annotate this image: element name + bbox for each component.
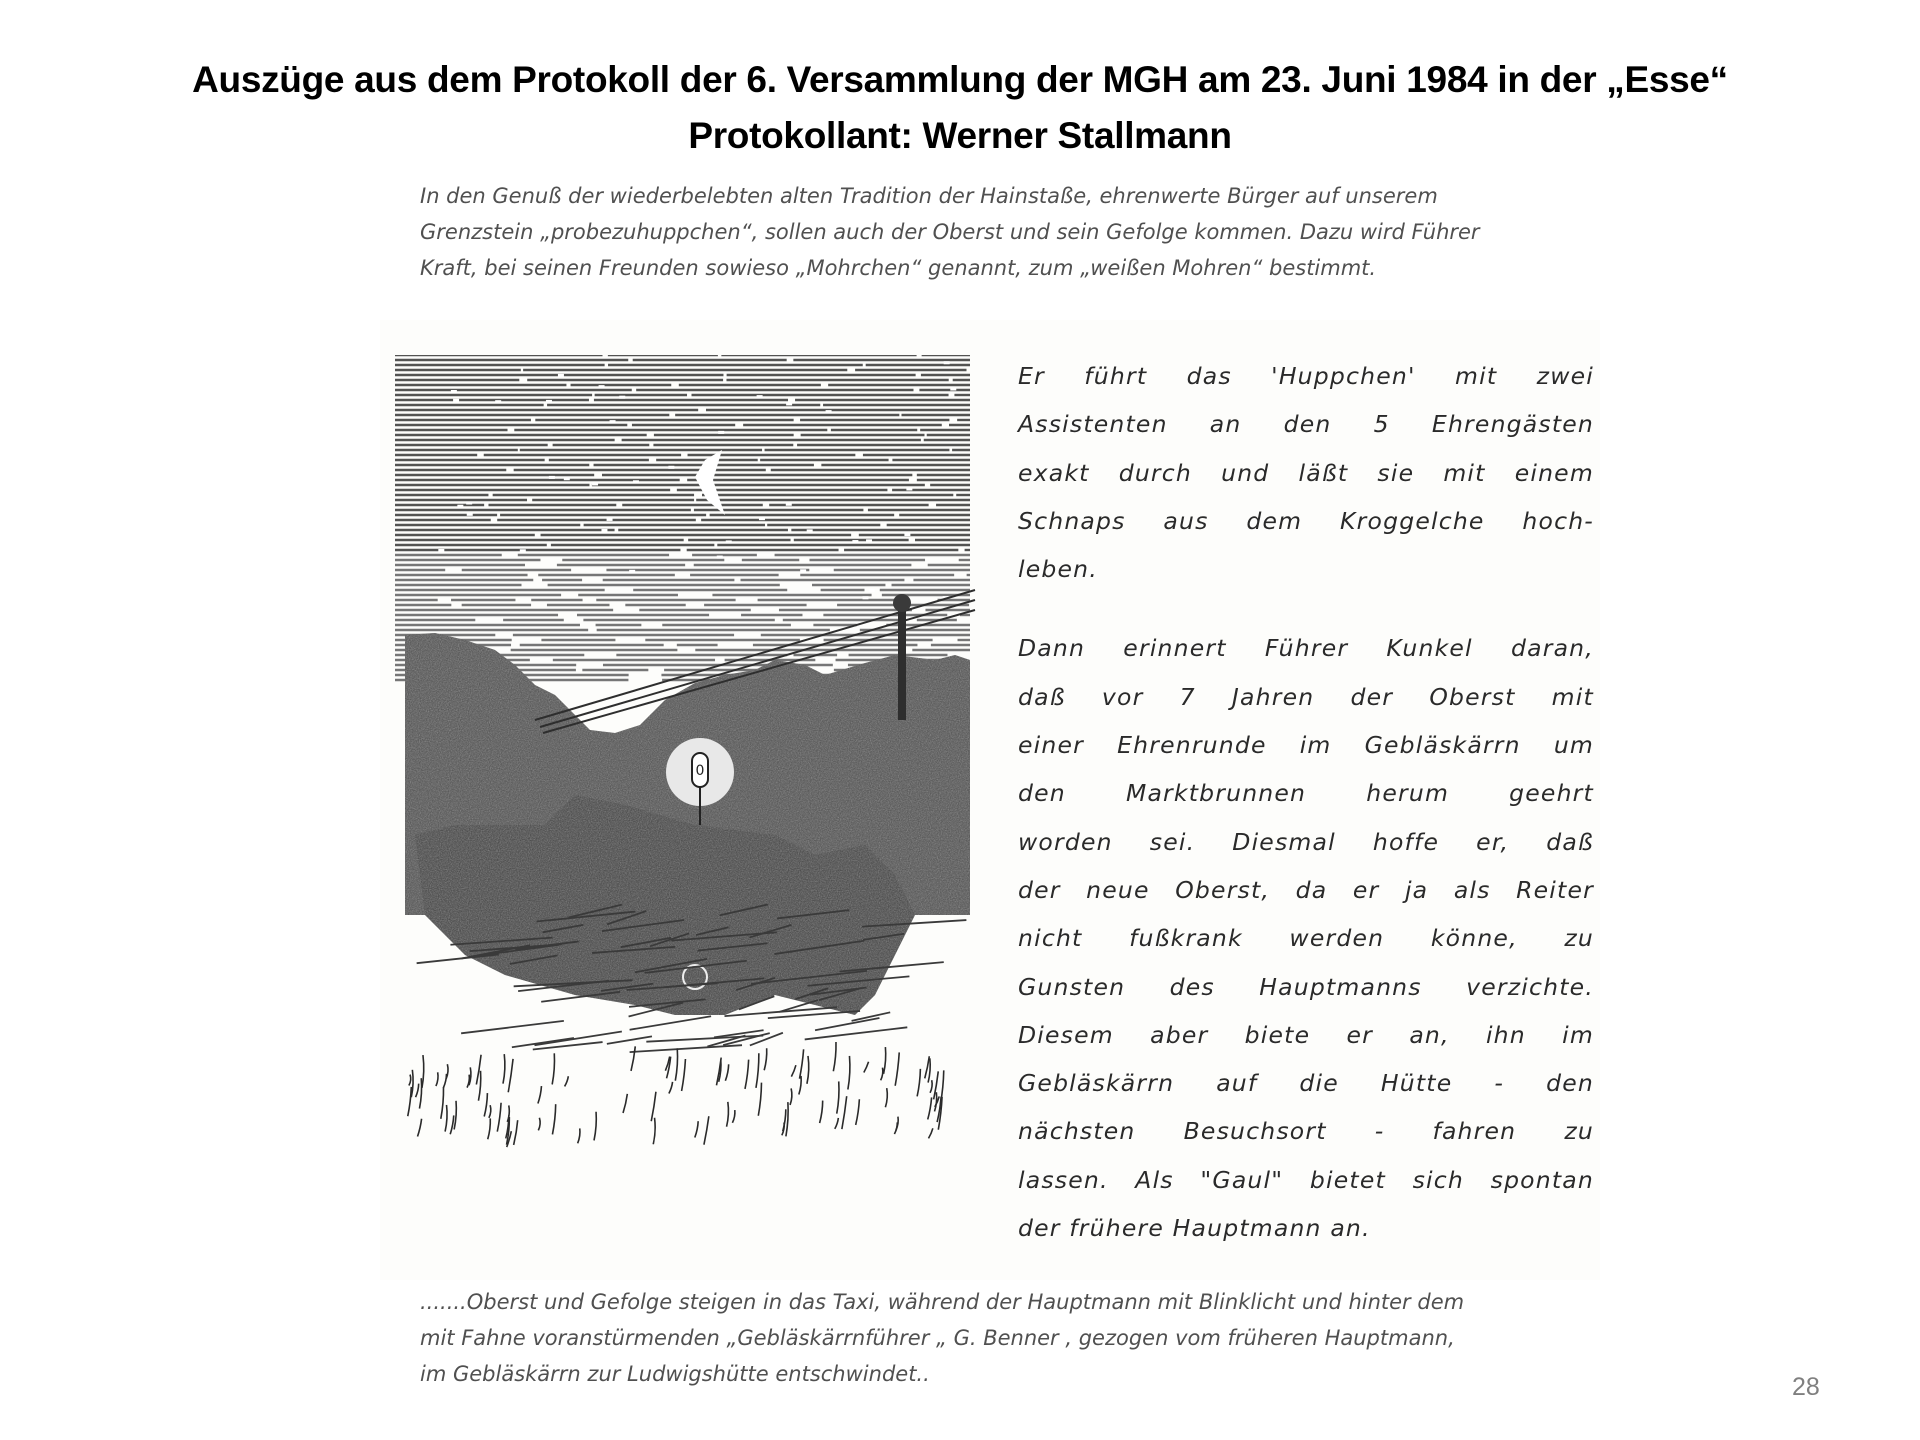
scanned-word: die — [1299, 1069, 1339, 1098]
scanned-word: aus — [1163, 506, 1209, 535]
scanned-word: sei. — [1149, 827, 1196, 856]
scanned-word: sie — [1377, 458, 1415, 487]
star — [607, 518, 613, 521]
star — [786, 503, 792, 506]
grass-stroke — [820, 1101, 823, 1123]
slide-title-line-1: Auszüge aus dem Protokoll der 6. Versammlung der MGH am 23. Juni 1984 in der „Esse“ — [192, 59, 1728, 100]
grass-stroke — [895, 1052, 899, 1085]
grass-stroke — [764, 1048, 767, 1070]
scanned-word: der — [1018, 875, 1061, 904]
ground-hatch-line — [815, 1018, 879, 1030]
scanned-word: den — [1546, 1069, 1594, 1098]
scanned-word: 'Huppchen' — [1271, 362, 1416, 390]
grass-stroke — [538, 1118, 540, 1131]
grass-stroke — [508, 1059, 513, 1092]
scanned-word: daß — [1546, 827, 1594, 856]
street-sign-letter: 0 — [695, 763, 705, 779]
grass-stroke — [631, 1046, 635, 1071]
grass-stroke — [732, 1110, 734, 1123]
scanned-word: läßt — [1298, 458, 1349, 487]
scanned-line — [1018, 545, 1594, 593]
scanned-word: der — [1350, 682, 1394, 711]
scanned-line — [1018, 818, 1594, 866]
grass-stroke — [928, 1097, 932, 1119]
star — [564, 477, 570, 480]
scanned-line — [1018, 914, 1594, 962]
grass-stroke — [848, 1056, 850, 1090]
scanned-word: Kroggelche — [1340, 506, 1485, 535]
grass-stroke — [745, 1060, 749, 1089]
scanned-word: bietet — [1309, 1165, 1386, 1194]
grass-stroke — [411, 1070, 413, 1097]
closing-line: im Gebläskärrn zur Ludwigshütte entschwindet.. — [420, 1362, 930, 1386]
grass-stroke — [727, 1102, 729, 1127]
scanned-word: führt — [1084, 362, 1148, 390]
grass-stroke — [484, 1093, 487, 1116]
scanned-word: Gunsten — [1018, 972, 1126, 1001]
scanned-line — [1018, 352, 1594, 400]
closing-paragraph — [420, 1284, 1660, 1392]
intro-line: In den Genuß der wiederbelebten alten Tradition der Hainstaße, ehrenwerte Bürger auf unserem — [420, 184, 1438, 208]
scanned-word: auf — [1216, 1069, 1258, 1098]
scanned-word: zu — [1564, 924, 1594, 953]
intro-line: Kraft, bei seinen Freunden sowieso „Mohrchen“ genannt, zum „weißen Mohren“ bestimmt. — [420, 256, 1377, 280]
grass-stroke — [704, 1116, 709, 1144]
grass-stroke — [467, 1075, 469, 1088]
star — [904, 533, 910, 536]
scanned-word: Ehrengästen — [1431, 410, 1594, 439]
scanned-word: werden — [1289, 924, 1385, 953]
scanned-word: vor — [1101, 682, 1144, 711]
scanned-line — [1018, 769, 1594, 817]
scanned-word: Führer — [1264, 634, 1349, 663]
grass-stroke — [441, 1087, 444, 1119]
grass-stroke — [786, 1102, 788, 1136]
intro-paragraph — [420, 178, 1660, 286]
grass-stroke — [408, 1087, 412, 1116]
scanned-word: Jahren — [1231, 682, 1315, 711]
grass-stroke — [503, 1054, 505, 1083]
star — [546, 400, 552, 403]
grass-stroke — [928, 1128, 932, 1138]
scanned-word: Reiter — [1516, 875, 1594, 904]
scanned-word: mit — [1551, 682, 1594, 711]
grass-stroke — [925, 1056, 930, 1078]
slide-title-line-2: Protokollant: Werner Stallmann — [688, 115, 1232, 156]
star — [866, 539, 872, 542]
scanned-line — [1018, 721, 1594, 769]
grass-stroke — [497, 1103, 501, 1132]
scanned-line — [1018, 963, 1594, 1011]
star — [726, 540, 732, 543]
scanned-word: sich — [1412, 1165, 1464, 1194]
grass-stroke — [917, 1069, 920, 1097]
star — [869, 589, 875, 592]
grass-stroke — [695, 1121, 698, 1137]
scanned-line-text: der frühere Hauptmann an. — [1018, 1214, 1371, 1243]
star — [453, 399, 459, 402]
grass-stroke — [489, 1105, 491, 1118]
scanned-word: Gebläskärrn — [1364, 731, 1521, 760]
scanned-word: worden — [1018, 827, 1113, 856]
scanned-paragraph-1 — [1018, 352, 1594, 593]
grass-stroke — [488, 1118, 491, 1139]
night-scene-illustration — [395, 355, 1005, 1205]
grass-stroke — [653, 1118, 655, 1144]
scanned-word: - — [1494, 1069, 1505, 1098]
scanned-word: im — [1299, 731, 1332, 760]
scanned-word: Er — [1018, 362, 1045, 390]
scanned-line — [1018, 497, 1594, 545]
grass-stroke — [930, 1080, 932, 1093]
scanned-line — [1018, 1204, 1594, 1252]
star — [558, 374, 564, 377]
grass-strokes — [408, 1042, 944, 1147]
scanned-word: an, — [1409, 1020, 1450, 1049]
scanned-typewriter-text — [1018, 352, 1594, 1283]
star — [601, 529, 607, 532]
scanned-word: verzichte. — [1466, 972, 1594, 1001]
grass-stroke — [454, 1101, 456, 1130]
scanned-word: Gebläskärrn — [1018, 1069, 1175, 1098]
scanned-word: Schnaps — [1018, 506, 1126, 535]
scanned-word: Hütte — [1380, 1069, 1453, 1098]
ground-hatch-line — [461, 1021, 564, 1033]
scanned-word: Kunkel — [1386, 634, 1473, 663]
star — [863, 596, 869, 599]
scanned-word: an — [1209, 410, 1242, 439]
closing-line: .......Oberst und Gefolge steigen in das Taxi, während der Hauptmann mit Blinklicht und hinter dem — [420, 1290, 1465, 1314]
page-number: 28 — [1792, 1373, 1820, 1401]
scanned-word: er, — [1476, 827, 1510, 856]
star — [466, 501, 472, 504]
scanned-word: um — [1553, 731, 1594, 760]
scanned-line — [1018, 624, 1594, 672]
scanned-word: geehrt — [1509, 779, 1594, 808]
scanned-word: Marktbrunnen — [1125, 779, 1307, 808]
grass-stroke — [758, 1083, 761, 1116]
slide-title — [0, 52, 1920, 164]
grass-stroke — [409, 1075, 411, 1086]
utility-pole — [898, 600, 906, 720]
scanned-word: fußkrank — [1129, 924, 1243, 953]
star — [599, 385, 605, 388]
scanned-word: im — [1562, 1020, 1594, 1049]
star — [759, 517, 765, 520]
grass-stroke — [552, 1104, 555, 1134]
grass-stroke — [791, 1065, 796, 1076]
scanned-word: dem — [1246, 506, 1303, 535]
scanned-word: daran, — [1511, 634, 1594, 663]
grass-stroke — [864, 1062, 869, 1073]
grass-stroke — [835, 1118, 839, 1129]
scanned-line — [1018, 1011, 1594, 1059]
grass-stroke — [443, 1074, 446, 1088]
scanned-line — [1018, 400, 1594, 448]
scanned-word: könne, — [1430, 924, 1518, 953]
pole-top — [893, 594, 911, 612]
grass-stroke — [436, 1072, 438, 1086]
scanned-word: Ehrenrunde — [1117, 731, 1267, 760]
scanned-line — [1018, 1156, 1594, 1204]
star — [718, 431, 724, 434]
scanned-word: er — [1346, 1020, 1374, 1049]
star — [457, 505, 463, 508]
star — [467, 513, 473, 516]
grass-stroke — [422, 1055, 424, 1088]
scanned-word: durch — [1118, 458, 1192, 487]
scanned-word: Besuchsort — [1183, 1117, 1327, 1146]
scanned-word: ja — [1404, 875, 1429, 904]
scanned-word: Assistenten — [1018, 410, 1168, 439]
scanned-word: Diesmal — [1232, 827, 1336, 856]
scanned-word: 5 — [1373, 410, 1390, 439]
grass-stroke — [578, 1128, 580, 1143]
scanned-word: 7 — [1179, 682, 1196, 711]
grass-stroke — [833, 1042, 836, 1071]
grass-stroke — [756, 1053, 759, 1088]
star — [950, 388, 956, 391]
sky-hatching — [395, 355, 970, 680]
star — [944, 361, 950, 364]
scanned-word: daß — [1018, 682, 1066, 711]
star — [717, 556, 723, 559]
grass-stroke — [418, 1119, 422, 1137]
star — [633, 480, 639, 483]
grass-stroke — [419, 1078, 421, 1108]
scanned-word: hoch- — [1522, 506, 1594, 535]
star — [619, 396, 625, 399]
scanned-word: einem — [1514, 458, 1594, 487]
scanned-word: den — [1283, 410, 1332, 439]
ground-hatch-line — [607, 1036, 652, 1043]
scanned-word: biete — [1244, 1020, 1311, 1049]
scanned-word: Diesem — [1018, 1020, 1114, 1049]
scanned-word: "Gaul" — [1200, 1165, 1284, 1194]
scanned-word: herum — [1366, 779, 1450, 808]
star — [549, 476, 555, 479]
grass-stroke — [856, 1099, 860, 1125]
scanned-word: Dann — [1018, 634, 1086, 663]
grass-stroke — [837, 1081, 839, 1113]
scanned-word: als — [1453, 875, 1491, 904]
scanned-word: nächsten — [1018, 1117, 1136, 1146]
grass-stroke — [842, 1096, 847, 1129]
grass-stroke — [790, 1088, 792, 1105]
intro-line: Grenzstein „probezuhuppchen“, sollen auch der Oberst und sein Gefolge kommen. Dazu wird Führer — [420, 220, 1480, 244]
grass-stroke — [800, 1049, 804, 1078]
grass-stroke — [669, 1082, 673, 1094]
closing-line: mit Fahne voranstürmenden „Gebläskärrnführer „ G. Benner , gezogen vom früheren Hauptmann, — [420, 1326, 1455, 1350]
star — [807, 529, 813, 532]
scanned-word: und — [1221, 458, 1270, 487]
grass-stroke — [445, 1105, 447, 1132]
scanned-line-text: leben. — [1018, 555, 1098, 584]
scanned-word: - — [1374, 1117, 1385, 1146]
star — [520, 549, 526, 552]
grass-stroke — [807, 1056, 809, 1084]
grass-stroke — [416, 1084, 419, 1098]
star — [592, 482, 598, 485]
grass-stroke — [446, 1064, 448, 1079]
ground-hatch-line — [630, 1045, 742, 1052]
scanned-line — [1018, 673, 1594, 721]
star — [826, 410, 832, 413]
star — [610, 420, 616, 423]
grass-stroke — [884, 1047, 886, 1074]
ground-hatch-line — [630, 1016, 711, 1029]
grass-stroke — [623, 1094, 627, 1113]
scanned-line — [1018, 449, 1594, 497]
scanned-word: des — [1169, 972, 1215, 1001]
star — [800, 569, 806, 572]
scanned-line — [1018, 1107, 1594, 1155]
grass-stroke — [881, 1068, 883, 1081]
scanned-word: Hauptmanns — [1259, 972, 1422, 1001]
grass-stroke — [514, 1120, 518, 1145]
scanned-word: neue — [1086, 875, 1150, 904]
scanned-word: aber — [1150, 1020, 1209, 1049]
scanned-word: nicht — [1018, 924, 1083, 953]
scanned-word: lassen. — [1018, 1165, 1109, 1194]
star — [786, 402, 792, 405]
scanned-word: Oberst, — [1175, 875, 1271, 904]
grass-stroke — [675, 1048, 677, 1080]
scanned-word: exakt — [1018, 458, 1090, 487]
scanned-word: zwei — [1536, 362, 1594, 390]
grass-stroke — [651, 1092, 656, 1121]
scanned-word: das — [1186, 362, 1232, 390]
star — [629, 570, 635, 573]
star — [757, 395, 763, 398]
grass-stroke — [682, 1059, 686, 1091]
grass-stroke — [594, 1112, 596, 1141]
scanned-word: zu — [1564, 1117, 1594, 1146]
scanned-word: ihn — [1485, 1020, 1526, 1049]
scanned-paragraph-2 — [1018, 624, 1594, 1252]
star — [438, 549, 444, 552]
star — [852, 540, 858, 543]
scanned-line — [1018, 866, 1594, 914]
grass-stroke — [450, 1115, 454, 1134]
scanned-word: da — [1295, 875, 1328, 904]
grass-stroke — [725, 1064, 728, 1080]
scanned-line — [1018, 1059, 1594, 1107]
scanned-word: einer — [1018, 731, 1085, 760]
grass-stroke — [538, 1086, 542, 1103]
grass-stroke — [552, 1053, 554, 1084]
scanned-word: erinnert — [1123, 634, 1227, 663]
scanned-word: Als — [1135, 1165, 1174, 1194]
star — [668, 466, 674, 469]
star — [451, 390, 457, 393]
scanned-word: den — [1018, 779, 1066, 808]
scanned-word: Oberst — [1429, 682, 1516, 711]
grass-stroke — [565, 1076, 569, 1086]
star — [906, 487, 912, 490]
scanned-word: mit — [1443, 458, 1486, 487]
scanned-word: spontan — [1490, 1165, 1594, 1194]
grass-stroke — [885, 1088, 887, 1107]
scanned-word: er — [1352, 875, 1380, 904]
star — [495, 400, 501, 403]
scanned-word: fahren — [1432, 1117, 1517, 1146]
scanned-word: mit — [1455, 362, 1498, 390]
scanned-word: hoffe — [1372, 827, 1440, 856]
